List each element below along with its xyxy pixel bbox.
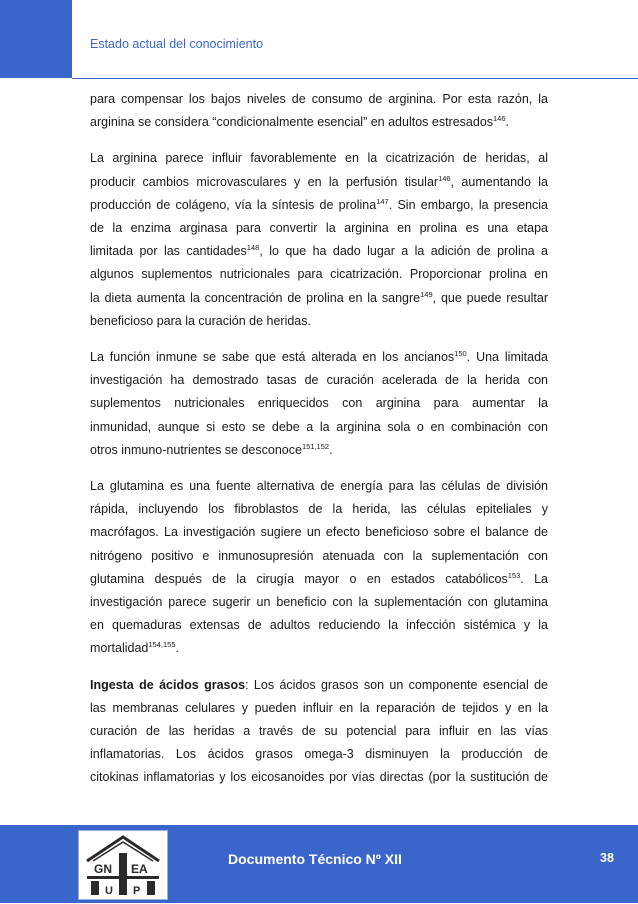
- text-line: algunos suplementos nutricionales para cicatrización. Proporcionar prolina en: [90, 267, 548, 282]
- paragraph-arginine-healing: [90, 147, 548, 333]
- text-line: en quemaduras extensas de adultos reduciendo la infección sistémica y la: [90, 618, 548, 633]
- text-line: inmunidad, aunque si esto se debe a la arginina sola o en combinación con: [90, 419, 548, 434]
- text-line: La glutamina es una fuente alternativa de energía para las células de división: [90, 479, 548, 494]
- citation: 150: [454, 349, 467, 359]
- text-line: mortalidad$^{154,155}$.: [90, 640, 179, 656]
- citation: 146: [493, 114, 506, 124]
- logo-text-p: P: [133, 885, 141, 897]
- logo-graphic: [79, 831, 167, 899]
- citation: 149: [420, 289, 433, 299]
- text-line: glutamina después de la cirugía mayor o en estados catabólicos$^{153}$. La: [90, 570, 548, 586]
- text-line: limitada por las cantidades$^{148}$, lo que ha dado lugar a la adición de prolina a: [90, 243, 548, 259]
- page-number: 38: [600, 851, 614, 865]
- citation: 154,155: [148, 640, 176, 650]
- text-line: investigación ha demostrado tasas de curación acelerada de la herida con: [90, 373, 548, 388]
- footer-title: Documento Técnico Nº XII: [228, 851, 402, 867]
- paragraph-immune-function: [90, 346, 548, 462]
- logo-text-ea: EA: [131, 862, 148, 876]
- paragraph-fatty-acids: [90, 674, 548, 790]
- text-line: macrófagos. La investigación sugiere un efecto beneficioso sobre el balance de: [90, 525, 548, 540]
- text-line: las membranas celulares y pueden influir en la reparación de tejidos y en la: [90, 700, 548, 715]
- text-line: investigación parece sugerir un beneficio con la suplementación con glutamina: [90, 595, 548, 610]
- gneaupp-logo: [78, 830, 168, 900]
- text-line: rápida, incluyendo los fibroblastos de la herida, las células epiteliales y: [90, 502, 548, 517]
- body-text: [90, 88, 548, 803]
- paragraph-glutamine: [90, 475, 548, 661]
- text-line: curación de las heridas a través de su potencial para influir en las vías: [90, 724, 548, 739]
- section-heading: Ingesta de ácidos grasos: [90, 677, 246, 692]
- logo-text-gn: GN: [94, 862, 112, 876]
- text-line: citokinas inflamatorias y los eicosanoides por vías directas (por la sustitución de: [90, 770, 548, 785]
- citation: 147: [376, 196, 389, 206]
- citation: 151,152: [301, 441, 330, 451]
- text-line: La función inmune se sabe que está alterada en los ancianos$^{150}$. Una limitada: [90, 349, 548, 365]
- text-line: nitrógeno positivo e inmunosupresión atenuada con la suplementación con: [90, 548, 548, 563]
- paragraph-arginine-intro: [90, 88, 548, 134]
- header-rule: [72, 78, 638, 79]
- text-line: la dieta aumenta la concentración de prolina en la sangre$^{149}$, que puede resultar: [90, 289, 548, 305]
- header-corner-block: [0, 0, 72, 78]
- running-header: Estado actual del conocimiento: [90, 37, 264, 51]
- text-line: para compensar los bajos niveles de consumo de arginina. Por esta razón, la: [90, 92, 548, 106]
- citation: 153: [507, 570, 521, 580]
- text-line: inflamatorias. Los ácidos grasos omega-3 disminuyen la producción de: [90, 747, 548, 762]
- text-line: suplementos nutricionales enriquecidos con arginina para aumentar la: [90, 396, 548, 411]
- text-line: arginina se considera “condicionalmente esencial” en adultos estresados$^{146}$.: [90, 114, 510, 130]
- citation: 148: [246, 243, 260, 253]
- text-line: Ingesta de ácidos grasos: Los ácidos grasos son un componente esencial de: [90, 677, 548, 692]
- text-line: producción de colágeno, vía la síntesis de prolina$^{147}$. Sin embargo, la presencia: [90, 196, 548, 212]
- text-line: beneficioso para la curación de heridas.: [90, 313, 311, 328]
- citation: 146: [438, 173, 451, 183]
- text-line: La arginina parece influir favorablemente en la cicatrización de heridas, al: [90, 151, 548, 166]
- text-line: otros inmuno-nutrientes se desconoce$^{151,152}$.: [90, 441, 333, 457]
- text-line: de la enzima arginasa para convertir la arginina en prolina es una etapa: [90, 221, 548, 236]
- logo-text-u: U: [105, 885, 113, 897]
- text-line: producir cambios microvasculares y en la perfusión tisular$^{146}$, aumentando la: [90, 173, 549, 189]
